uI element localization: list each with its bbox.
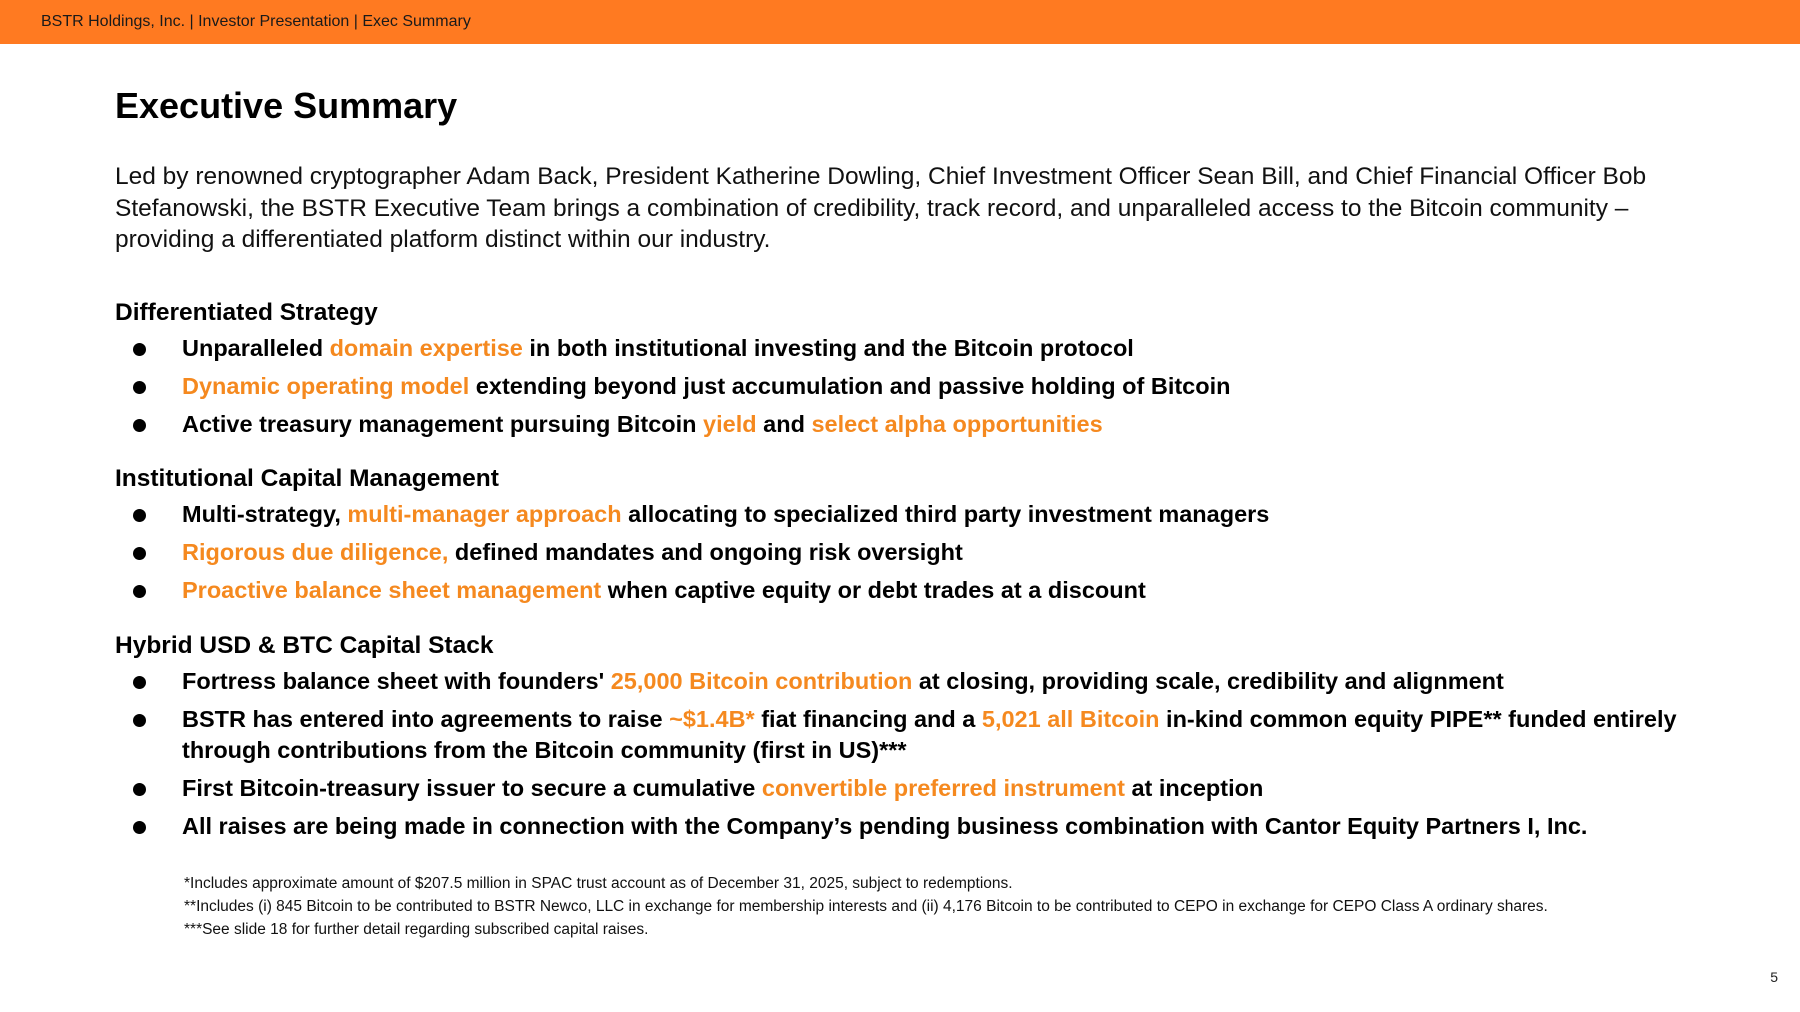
bullet-dot-icon xyxy=(133,547,146,560)
bullet-dot-icon xyxy=(133,585,146,598)
section-heading: Differentiated Strategy xyxy=(115,299,378,326)
bullet-text: allocating to specialized third party investment managers xyxy=(621,501,1270,527)
bullet-item xyxy=(115,333,1715,364)
highlight-text: Dynamic operating model xyxy=(182,373,470,399)
bullet-item xyxy=(115,666,1715,697)
bullet-list xyxy=(115,666,1715,842)
highlight-text: 5,021 all Bitcoin xyxy=(981,706,1160,732)
bullet-dot-icon xyxy=(133,419,146,432)
section-heading: Institutional Capital Management xyxy=(115,465,499,492)
footnote: *Includes approximate amount of $207.5 million in SPAC trust account as of December 31, 2025, subject to redemptions. xyxy=(184,875,1013,892)
highlight-text: Proactive balance sheet management xyxy=(182,577,602,603)
bullet-text: defined mandates and ongoing risk oversight xyxy=(448,539,963,565)
bullet-text: when captive equity or debt trades at a discount xyxy=(601,577,1146,603)
bullet-item xyxy=(115,371,1715,402)
bullet-dot-icon xyxy=(133,509,146,522)
section-differentiated-strategy xyxy=(115,296,1715,447)
highlight-text: 25,000 Bitcoin contribution xyxy=(610,668,913,694)
section-hybrid-capital-stack xyxy=(115,629,1715,849)
bullet-item xyxy=(115,409,1715,440)
bullet-list xyxy=(115,333,1715,440)
footnote: ***See slide 18 for further detail regarding subscribed capital raises. xyxy=(184,921,649,938)
bullet-text: fiat financing and a xyxy=(754,706,982,732)
bullet-text: BSTR has entered into agreements to raise xyxy=(182,706,670,732)
footnotes xyxy=(184,872,1744,941)
bullet-text: First Bitcoin-treasury issuer to secure a cumulative xyxy=(182,775,762,801)
highlight-text: multi-manager approach xyxy=(347,501,622,527)
bullet-item xyxy=(115,811,1715,842)
section-heading: Hybrid USD & BTC Capital Stack xyxy=(115,632,494,659)
bullet-dot-icon xyxy=(133,676,146,689)
bullet-item xyxy=(115,773,1715,804)
bullet-text: Active treasury management pursuing Bitcoin xyxy=(182,411,704,437)
intro-paragraph: Led by renowned cryptographer Adam Back, President Katherine Dowling, Chief Investment Officer Sean Bill, and Chief Financial Officer Bob Stefanowski, the BSTR Executive Team brings a combination of credibility, track record, and unparalleled access to the Bitcoin community – providing a differentiated platform distinct within our industry. xyxy=(115,163,1647,253)
bullet-text: Fortress balance sheet with founders' xyxy=(182,668,611,694)
bullet-dot-icon xyxy=(133,821,146,834)
bullet-item xyxy=(115,499,1715,530)
bullet-text: in-kind common equity PIPE** funded entirely through contributions from the Bitcoin community (first in US)*** xyxy=(182,706,1677,763)
bullet-text: at closing, providing scale, credibility and alignment xyxy=(912,668,1504,694)
bullet-text: Multi-strategy, xyxy=(182,501,348,527)
page-number: 5 xyxy=(1770,969,1778,985)
highlight-text: yield xyxy=(703,411,757,437)
highlight-text: ~$1.4B* xyxy=(669,706,755,732)
bullet-dot-icon xyxy=(133,343,146,356)
highlight-text: convertible preferred instrument xyxy=(761,775,1125,801)
bullet-dot-icon xyxy=(133,783,146,796)
bullet-dot-icon xyxy=(133,714,146,727)
bullet-dot-icon xyxy=(133,381,146,394)
bullet-text: Unparalleled xyxy=(182,335,330,361)
footnote: **Includes (i) 845 Bitcoin to be contributed to BSTR Newco, LLC in exchange for membership interests and (ii) 4,176 Bitcoin to be contributed to CEPO in exchange for CEPO Class A ordinary shares. xyxy=(184,898,1548,915)
bullet-item xyxy=(115,537,1715,568)
highlight-text: select alpha opportunities xyxy=(811,411,1103,437)
bullet-text: extending beyond just accumulation and passive holding of Bitcoin xyxy=(469,373,1231,399)
bullet-item xyxy=(115,704,1715,766)
bullet-text: at inception xyxy=(1124,775,1264,801)
header-bar xyxy=(0,0,1800,44)
bullet-item xyxy=(115,575,1715,606)
bullet-text: All raises are being made in connection with the Company’s pending business combination with Cantor Equity Partners I, Inc. xyxy=(182,813,1588,839)
bullet-text: in both institutional investing and the Bitcoin protocol xyxy=(522,335,1134,361)
bullet-text: and xyxy=(756,411,812,437)
highlight-text: Rigorous due diligence, xyxy=(182,539,449,565)
page-title: Executive Summary xyxy=(115,85,458,126)
section-institutional-capital-management xyxy=(115,462,1715,613)
bullet-list xyxy=(115,499,1715,606)
highlight-text: domain expertise xyxy=(329,335,523,361)
header-breadcrumb: BSTR Holdings, Inc. | Investor Presentation | Exec Summary xyxy=(41,13,471,30)
